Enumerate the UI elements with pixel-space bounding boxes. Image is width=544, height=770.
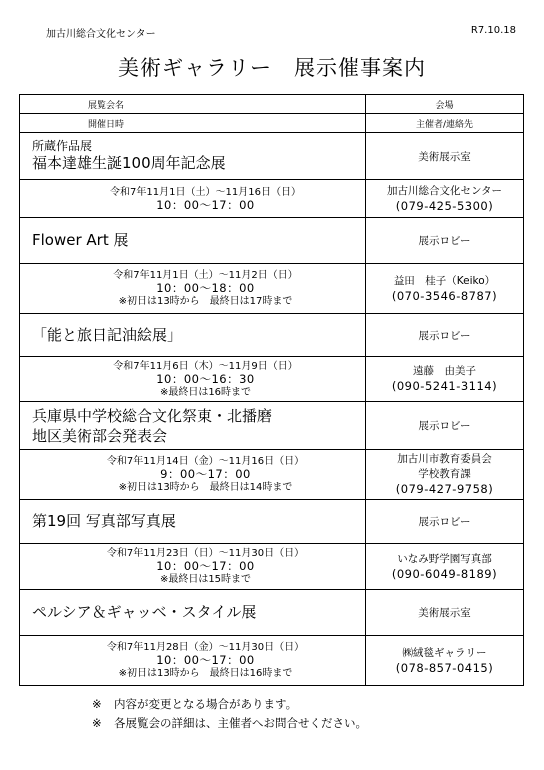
event-organizer xyxy=(366,357,524,402)
title-guide: 展示催事案内 xyxy=(294,56,426,80)
event-name xyxy=(20,218,366,264)
event-hours: 10：00～17：00 xyxy=(156,653,255,667)
event-title-line2: 地区美術部会発表会 xyxy=(32,426,168,445)
organizer-phone: (078-857-0415) xyxy=(395,660,494,675)
event-dates xyxy=(20,264,366,314)
event-dates xyxy=(20,450,366,500)
event-date-range: 令和7年11月14日（金）～11月16日（日） xyxy=(106,456,305,467)
event-note: ※最終日は16時まで xyxy=(159,386,252,398)
event-info-row xyxy=(20,544,524,590)
organizer-name: 加古川市教育委員会 xyxy=(397,453,492,465)
event-venue: 展示ロビー xyxy=(366,314,524,357)
organizer-phone: (090-6049-8189) xyxy=(391,566,498,581)
event-organizer xyxy=(366,544,524,590)
event-venue: 美術展示室 xyxy=(366,590,524,636)
event-title: ペルシア＆ギャッベ・スタイル展 xyxy=(32,603,257,621)
event-info-row xyxy=(20,636,524,686)
event-note: ※初日は13時から 最終日は16時まで xyxy=(118,668,293,679)
event-hours: 10：00～16：30 xyxy=(156,371,255,386)
event-name-row xyxy=(20,590,524,636)
organizer-name: ㈱絨毯ギャラリー xyxy=(402,646,487,659)
title-gallery: 美術ギャラリー xyxy=(118,56,272,80)
event-info-row xyxy=(20,450,524,500)
event-title-line1: 兵庫県中学校総合文化祭東・北播磨 xyxy=(32,406,273,425)
event-name xyxy=(20,133,366,180)
event-date-range: 令和7年11月23日（日）～11月30日（日） xyxy=(106,548,305,559)
organizer-name: 遠藤 由美子 xyxy=(413,365,476,377)
event-venue: 展示ロビー xyxy=(366,500,524,544)
event-title: Flower Art 展 xyxy=(32,231,129,249)
event-hours: 9：00～17：00 xyxy=(160,467,251,481)
organizer-phone: (079-427-9758) xyxy=(395,482,494,496)
event-name xyxy=(20,500,366,544)
organizer-name: いなみ野学園写真部 xyxy=(397,552,492,565)
event-organizer xyxy=(366,636,524,686)
event-subtitle: 所蔵作品展 xyxy=(32,139,93,153)
footer-note xyxy=(92,695,367,714)
event-note: ※初日は13時から 最終日は14時まで xyxy=(118,482,293,493)
event-note: ※初日は13時から 最終日は17時まで xyxy=(118,296,293,307)
event-name xyxy=(20,314,366,357)
event-hours: 10：00～17：00 xyxy=(156,559,255,573)
header-dates: 開催日時 xyxy=(20,114,366,133)
event-venue: 展示ロビー xyxy=(366,402,524,450)
event-date-range: 令和7年11月1日（土）～11月16日（日） xyxy=(110,186,301,198)
event-name xyxy=(20,590,366,636)
organizer-name: 益田 桂子（Keiko） xyxy=(393,274,496,287)
event-organizer xyxy=(366,450,524,500)
event-date-range: 令和7年11月6日（木）～11月9日（日） xyxy=(113,360,298,372)
table-header-row xyxy=(20,114,524,133)
footer-notes xyxy=(92,695,367,733)
event-name-row xyxy=(20,218,524,264)
event-name-row xyxy=(20,314,524,357)
header-venue: 会場 xyxy=(366,95,524,114)
note-text: 各展覧会の詳細は、主催者へお問合せください。 xyxy=(114,716,367,730)
event-info-row xyxy=(20,264,524,314)
event-dates xyxy=(20,544,366,590)
event-hours: 10：00～17：00 xyxy=(156,197,255,212)
event-organizer xyxy=(366,180,524,218)
event-date-range: 令和7年11月28日（金）～11月30日（日） xyxy=(106,642,305,653)
event-title: 第19回 写真部写真展 xyxy=(32,512,176,530)
organizer-name: 加古川総合文化センター xyxy=(386,184,503,197)
organizer-department: 学校教育課 xyxy=(418,468,471,480)
event-dates xyxy=(20,180,366,218)
event-note: ※最終日は15時まで xyxy=(159,574,252,585)
event-venue: 美術展示室 xyxy=(366,133,524,180)
header-exhibition-name: 展覧会名 xyxy=(20,95,366,114)
note-mark: ※ xyxy=(92,716,102,730)
note-text: 内容が変更となる場合があります。 xyxy=(114,697,298,711)
note-mark: ※ xyxy=(92,697,102,711)
event-date-range: 令和7年11月1日（土）～11月2日（日） xyxy=(113,270,298,281)
event-info-row xyxy=(20,357,524,402)
table-header-row xyxy=(20,95,524,114)
page-title xyxy=(0,52,544,82)
event-name-row xyxy=(20,402,524,450)
organization-name: 加古川総合文化センター xyxy=(46,29,156,40)
event-name xyxy=(20,402,366,450)
event-venue: 展示ロビー xyxy=(366,218,524,264)
exhibition-table xyxy=(19,94,524,686)
organizer-phone: (090-5241-3114) xyxy=(391,379,498,393)
event-title: 福本達雄生誕100周年記念展 xyxy=(32,154,226,172)
organizer-phone: (079-425-5300) xyxy=(395,198,494,213)
organizer-phone: (070-3546-8787) xyxy=(391,288,498,303)
event-dates xyxy=(20,357,366,402)
footer-note xyxy=(92,714,367,733)
event-name-row xyxy=(20,133,524,180)
event-info-row xyxy=(20,180,524,218)
event-title: 「能と旅日記油絵展」 xyxy=(32,325,183,344)
event-hours: 10：00～18：00 xyxy=(156,281,255,295)
header-organizer: 主催者/連絡先 xyxy=(366,114,524,133)
document-date: R7.10.18 xyxy=(470,25,516,36)
event-organizer xyxy=(366,264,524,314)
event-name-row xyxy=(20,500,524,544)
event-dates xyxy=(20,636,366,686)
